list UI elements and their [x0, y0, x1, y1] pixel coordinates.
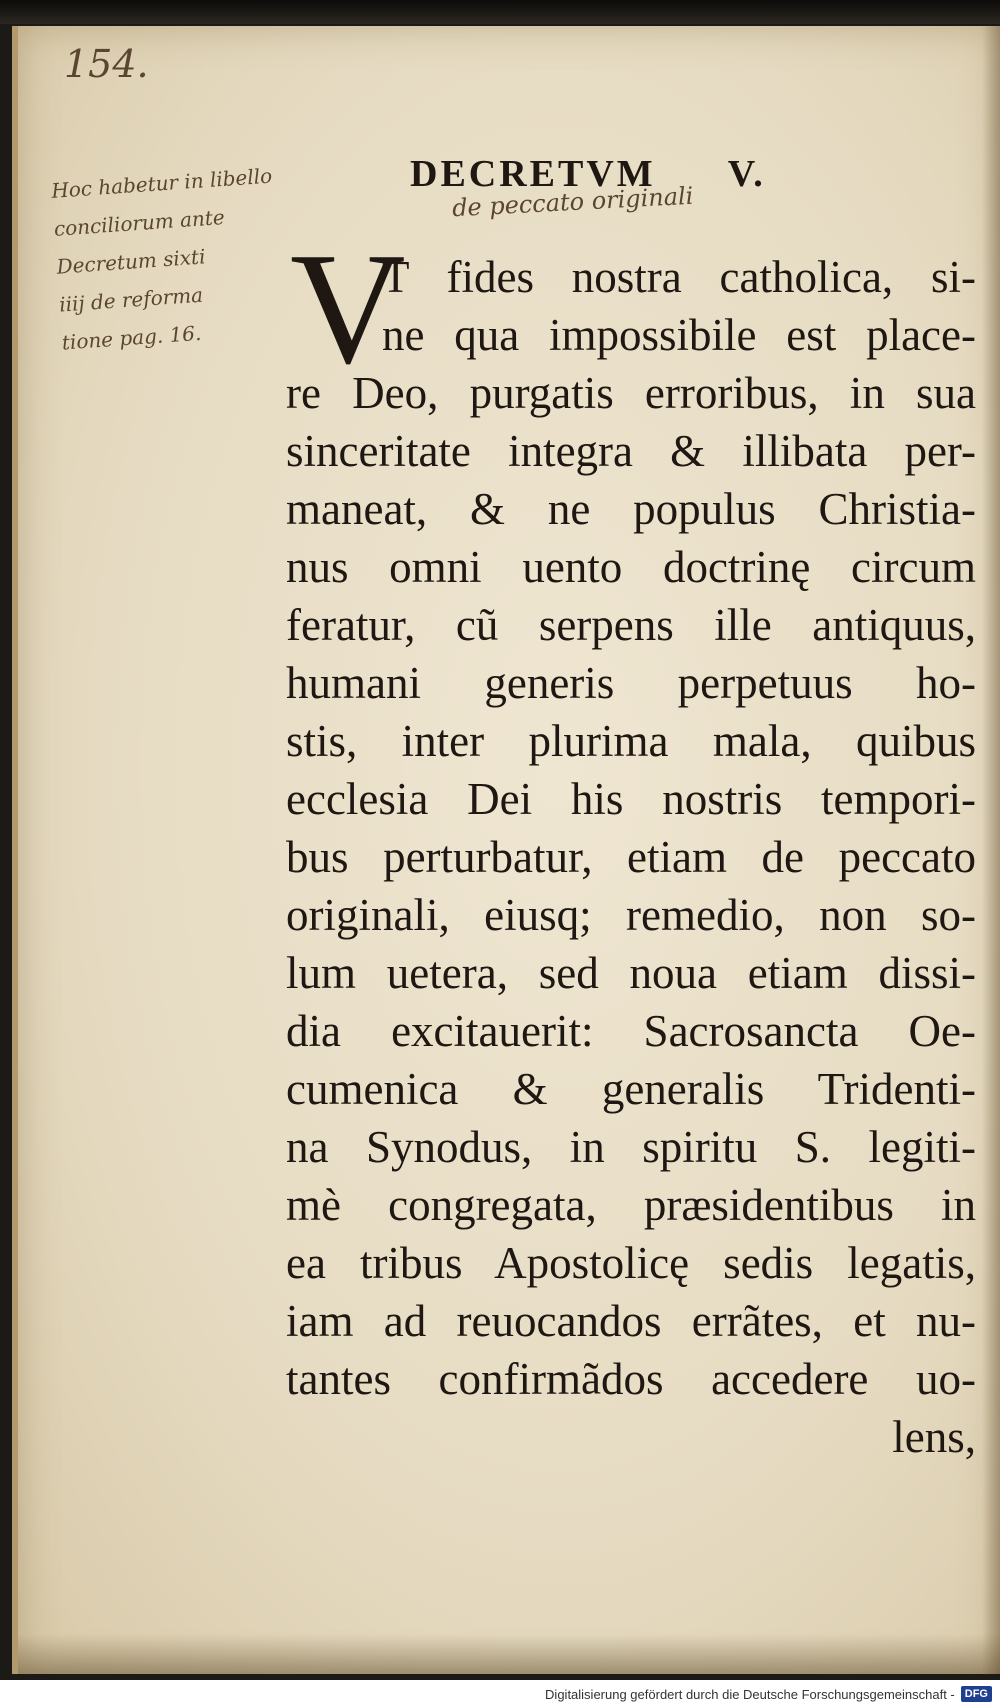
page-bottom-shadow: [18, 1634, 1000, 1674]
dfg-logo-icon: DFG: [961, 1686, 992, 1702]
text-line: dia excitauerit: Sacrosancta Oe-: [286, 1006, 976, 1056]
text-line: humani generis perpetuus ho-: [286, 658, 976, 708]
footer-credit: Digitalisierung gefördert durch die Deutsche Forschungsgemeinschaft -: [545, 1686, 955, 1702]
text-line: mè congregata, præsidentibus in: [286, 1180, 976, 1230]
margin-note-line: Decretum sixti: [55, 244, 207, 279]
text-line: tantes confirmãdos accedere uo-: [286, 1354, 976, 1404]
text-line: sinceritate integra & illibata per-: [286, 426, 976, 476]
digitization-footer: [0, 1680, 1000, 1708]
text-line: feratur, cũ serpens ille antiquus,: [286, 600, 976, 650]
text-line: stis, inter plurima mala, quibus: [286, 716, 976, 766]
text-line-catchword: lens,: [892, 1412, 976, 1462]
handwritten-subheading: de peccato originali: [451, 181, 695, 223]
text-line: lum uetera, sed noua etiam dissi-: [286, 948, 976, 998]
margin-note-line: tione pag. 16.: [61, 320, 203, 355]
text-line: re Deo, purgatis erroribus, in sua: [286, 368, 976, 418]
text-line: nus omni uento doctrinę circum: [286, 542, 976, 592]
handwritten-folio-number: 154.: [64, 42, 149, 86]
text-line: originali, eiusq; remedio, non so-: [286, 890, 976, 940]
top-shadow-strip: [0, 0, 1000, 24]
text-line: na Synodus, in spiritu S. legiti-: [286, 1122, 976, 1172]
margin-note-line: conciliorum ante: [53, 204, 226, 241]
text-line: maneat, & ne populus Christia-: [286, 484, 976, 534]
text-line: ecclesia Dei his nostris tempori-: [286, 774, 976, 824]
text-line: ne qua impossibile est place-: [382, 310, 976, 360]
margin-note-line: iiij de reforma: [58, 282, 204, 317]
text-line: iam ad reuocandos errãtes, et nu-: [286, 1296, 976, 1346]
handwritten-margin-note: [50, 157, 284, 362]
heading-number: V.: [727, 153, 766, 195]
drop-capital: V: [290, 219, 406, 397]
decree-text: [286, 248, 976, 1466]
margin-note-line: Hoc habetur in libello: [50, 163, 273, 203]
page-edge-shadow: [982, 26, 1000, 1674]
text-line: cumenica & generalis Tridenti-: [286, 1064, 976, 1114]
text-line: T fides nostra catholica, si-: [382, 252, 976, 302]
text-line: bus perturbatur, etiam de peccato: [286, 832, 976, 882]
text-line: ea tribus Apostolicę sedis legatis,: [286, 1238, 976, 1288]
heading-title: DECRETVM: [410, 153, 656, 195]
